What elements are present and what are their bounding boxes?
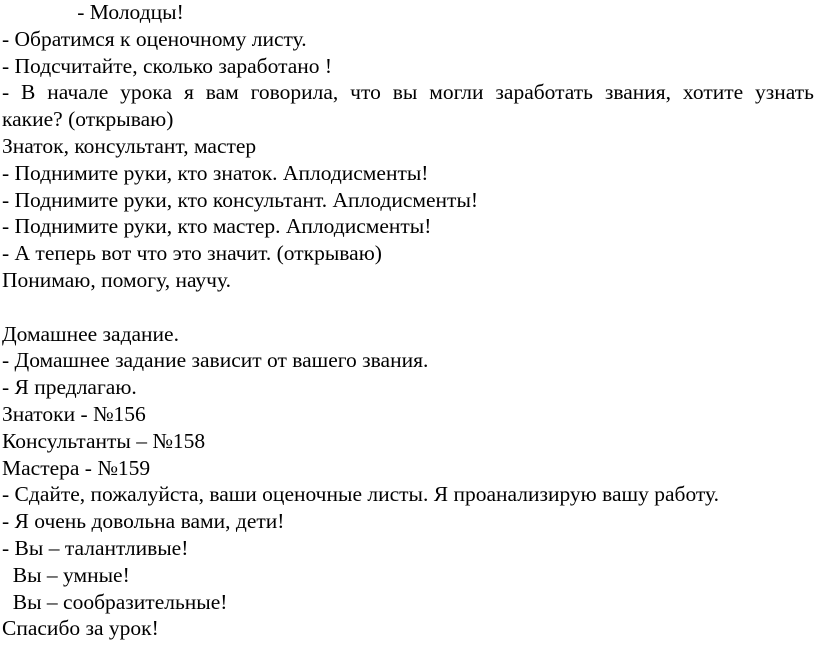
text-line-smart: Вы – умные! (2, 562, 130, 587)
section-heading-homework: Домашнее задание. (2, 321, 179, 346)
text-line-meaning: - А теперь вот что это значит. (открываю) (2, 241, 382, 266)
text-line-which-titles: какие? (открываю) (2, 107, 174, 132)
text-line-hand-in-sheets: - Сдайте, пожалуйста, ваши оценочные листы. Я проанализирую вашу работу. (2, 482, 719, 507)
text-line-raise-hands-consultant: - Поднимите руки, кто консультант. Аплодисменты! (2, 187, 479, 212)
text-line-raise-hands-expert: - Поднимите руки, кто знаток. Аплодисменты! (2, 160, 429, 185)
text-line-evaluation-sheet: - Обратимся к оценочному листу. (2, 26, 307, 51)
text-line-titles-intro: - В начале урока я вам говорила, что вы могли заработать звания, хотите узнать (2, 80, 814, 105)
text-line-homework-depends: - Домашнее задание зависит от вашего звания. (2, 348, 429, 373)
text-line-masters-task: Мастера - №159 (2, 455, 151, 480)
blank-line (2, 294, 814, 321)
text-line-praise: - Молодцы! (2, 0, 184, 24)
text-line-talented: - Вы – талантливые! (2, 535, 189, 560)
text-line-consultants-task: Консультанты – №158 (2, 428, 206, 453)
text-line-raise-hands-master: - Поднимите руки, кто мастер. Аплодисменты! (2, 214, 432, 239)
text-line-titles-list: Знаток, консультант, мастер (2, 133, 257, 158)
text-line-i-suggest: - Я предлагаю. (2, 375, 137, 400)
text-line-experts-task: Знатоки - №156 (2, 401, 146, 426)
text-line-very-pleased: - Я очень довольна вами, дети! (2, 509, 285, 534)
text-line-understand-help-teach: Понимаю, помогу, научу. (2, 267, 231, 292)
text-line-thank-you: Спасибо за урок! (2, 616, 159, 641)
text-line-count-earned: - Подсчитайте, сколько заработано ! (2, 53, 333, 78)
text-line-clever: Вы – сообразительные! (2, 589, 228, 614)
document-text (2, 0, 814, 642)
